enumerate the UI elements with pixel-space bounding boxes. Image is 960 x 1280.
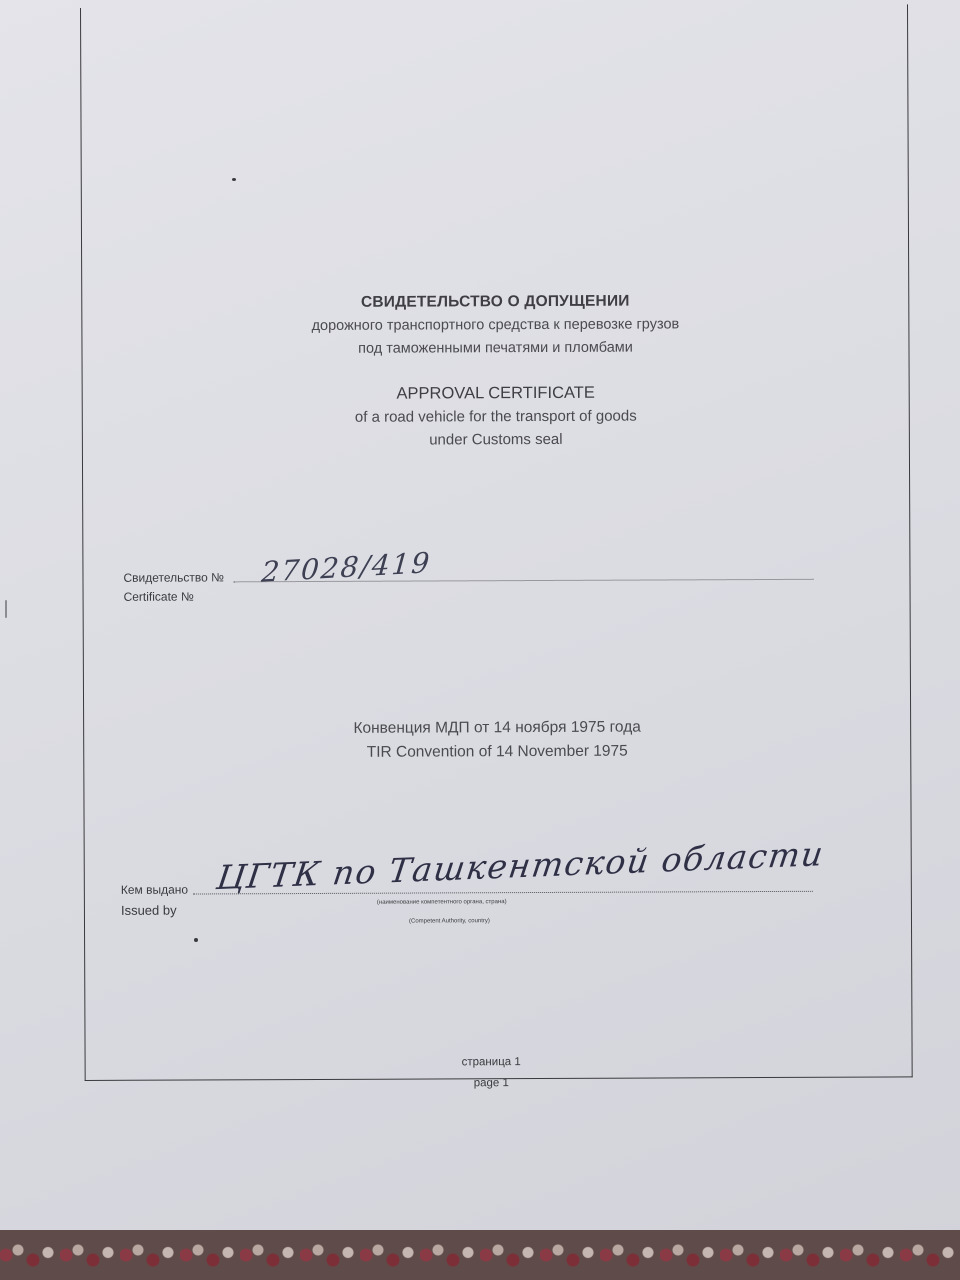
convention-ru: Конвенция МДП от 14 ноября 1975 года <box>353 718 641 737</box>
issued-hint-en: (Competent Authority, country) <box>408 918 490 925</box>
issued-by-handwritten: ЦГТК по Ташкентской области <box>214 834 827 898</box>
issued-label-en: Issued by <box>120 902 177 918</box>
convention-en: TIR Convention of 14 November 1975 <box>366 742 628 761</box>
ink-speck <box>232 178 236 181</box>
subtitle-en-line-2: under Customs seal <box>429 430 563 449</box>
certificate-label-ru: Свидетельство № <box>123 570 225 585</box>
issued-by-field <box>120 834 841 938</box>
certificate-label-en: Certificate № <box>123 589 194 604</box>
subtitle-ru-line-1: дорожного транспортного средства к перевозке грузов <box>311 316 680 334</box>
page-number-en: page 1 <box>473 1077 509 1090</box>
document-frame <box>80 4 913 1090</box>
background-carpet <box>0 1230 960 1280</box>
subtitle-ru-line-2: под таможенными печатями и пломбами <box>358 339 633 357</box>
page-number-ru: страница 1 <box>461 1056 521 1069</box>
ink-speck <box>194 938 198 942</box>
ink-speck <box>5 600 7 618</box>
issued-label-ru: Кем выдано <box>120 882 189 897</box>
title-en: APPROVAL CERTIFICATE <box>396 383 595 403</box>
subtitle-en-line-1: of a road vehicle for the transport of goods <box>354 407 637 426</box>
title-ru: СВИДЕТЕЛЬСТВО О ДОПУЩЕНИИ <box>360 292 630 311</box>
certificate-number-handwritten: 27028/419 <box>260 545 433 589</box>
issued-hint-ru: (наименование компетентного органа, страна) <box>376 899 507 906</box>
certificate-number-field <box>123 545 813 608</box>
